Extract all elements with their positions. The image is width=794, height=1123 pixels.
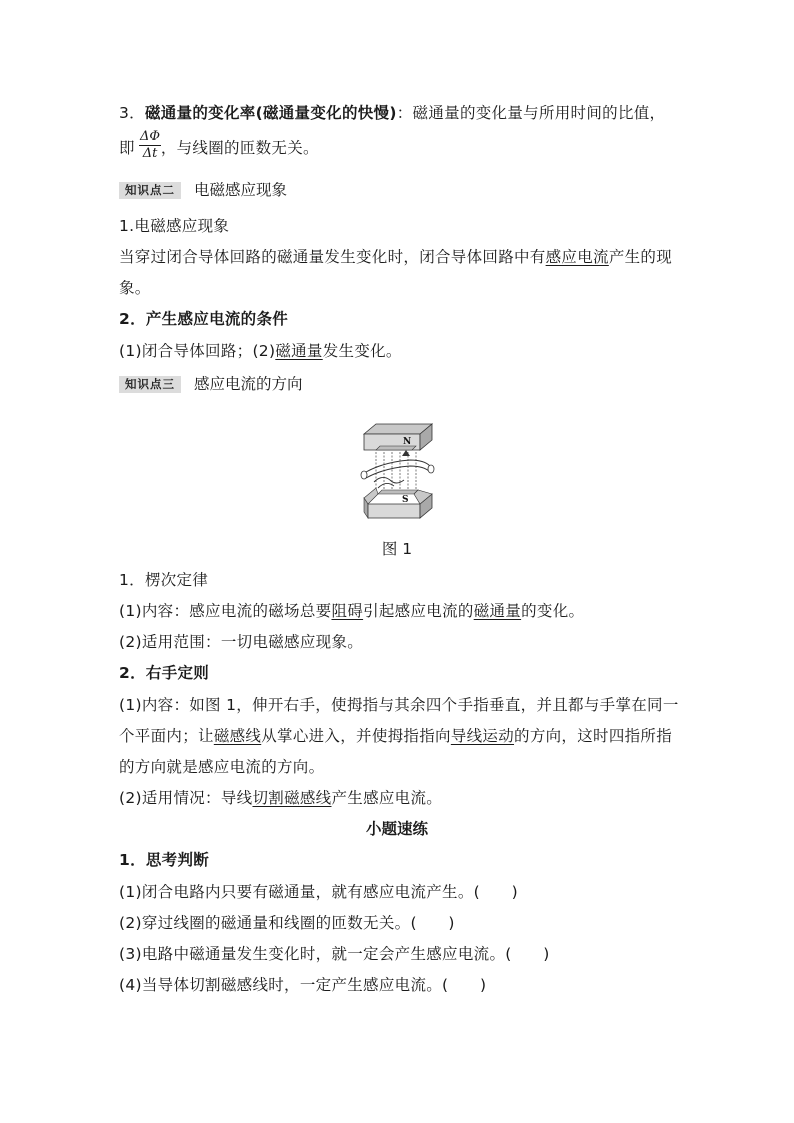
fraction-numerator: ΔΦ [139,129,161,144]
magnet-conductor-figure [354,420,440,524]
kp2-p1-text: 当穿过闭合导体回路的磁通量发生变化时，闭合导体回路中有 [119,248,546,266]
kp2-badge: 知识点二 [119,182,181,199]
lenz-scope: (2)适用范围：一切电磁感应现象。 [119,633,364,651]
kp2-cond-text-end: 发生变化。 [322,342,402,360]
blank-cut-field-lines: 切割磁感线 [252,789,332,807]
s-pole-label: S [402,495,409,505]
kp3-badge: 知识点三 [119,376,181,393]
n-pole-label: N [403,437,412,447]
right-hand-rule-line3: 的方向就是感应电流的方向。 [119,758,325,776]
sec3-definition: ：磁通量的变化量与所用时间的比值， [396,104,666,122]
question-4: (4)当导体切割磁感线时，一定产生感应电流。( ) [119,976,487,994]
kp2-conditions [119,341,402,361]
lenz-content [119,601,584,621]
sec3-number: 3． [119,104,145,122]
practice-heading: 1．思考判断 [119,851,210,869]
kp2-paragraph-line2: 象。 [119,279,151,297]
lenz-text: (1)内容：感应电流的磁场总要 [119,602,332,620]
kp2-title: 电磁感应现象 [194,181,288,199]
question-2: (2)穿过线圈的磁通量和线圈的匝数无关。( ) [119,914,455,932]
blank-induced-current: 感应电流 [545,248,609,266]
lenz-text-end: 的变化。 [521,602,585,620]
right-hand-rule-line2 [119,726,672,746]
rhr-scope-text-end: 产生感应电流。 [331,789,443,807]
blank-field-lines: 磁感线 [213,727,262,745]
rhr-scope-text: (2)适用情况：导线 [119,789,253,807]
sec3-term: 磁通量的变化率(磁通量变化的快慢) [144,104,397,122]
blank-magnetic-flux: 磁通量 [275,342,323,360]
kp3-heading-2: 2．右手定则 [119,664,210,682]
blank-flux: 磁通量 [473,602,522,620]
kp2-heading-1: 1.电磁感应现象 [119,217,230,235]
question-3: (3)电路中磁通量发生变化时，就一定会产生感应电流。( ) [119,945,550,963]
kp3-title: 感应电流的方向 [194,375,303,393]
right-hand-rule-scope [119,788,442,808]
question-1: (1)闭合电路内只要有磁通量，就有感应电流产生。( ) [119,883,518,901]
lenz-text-mid: 引起感应电流的 [363,602,474,620]
kp2-paragraph-line1 [119,247,672,267]
rhr-text: 个平面内；让 [119,727,214,745]
practice-title: 小题速练 [365,820,428,838]
kp2-cond-text: (1)闭合导体回路；(2) [119,342,276,360]
blank-conductor-motion: 导线运动 [450,727,515,745]
rhr-text-mid: 从掌心进入，并使拇指指向 [261,727,451,745]
flux-rate-fraction [139,129,161,162]
kp2-p1-text-end: 产生的现 [608,248,673,266]
fraction-denominator: Δt [142,146,158,161]
figure-caption: 图 1 [381,540,413,558]
rhr-text-end: 的方向，这时四指所指 [514,727,673,745]
sec3-line1 [119,103,665,123]
sec3-ji: 即 [119,139,135,157]
sec3-line2-text: ，与线圈的匝数无关。 [160,139,319,157]
blank-oppose: 阻碍 [331,602,364,620]
kp3-heading-1: 1．楞次定律 [119,571,209,589]
kp2-heading-2: 2．产生感应电流的条件 [119,310,289,328]
right-hand-rule-line1: (1)内容：如图 1，伸开右手，使拇指与其余四个手指垂直，并且都与手掌在同一 [119,696,679,714]
